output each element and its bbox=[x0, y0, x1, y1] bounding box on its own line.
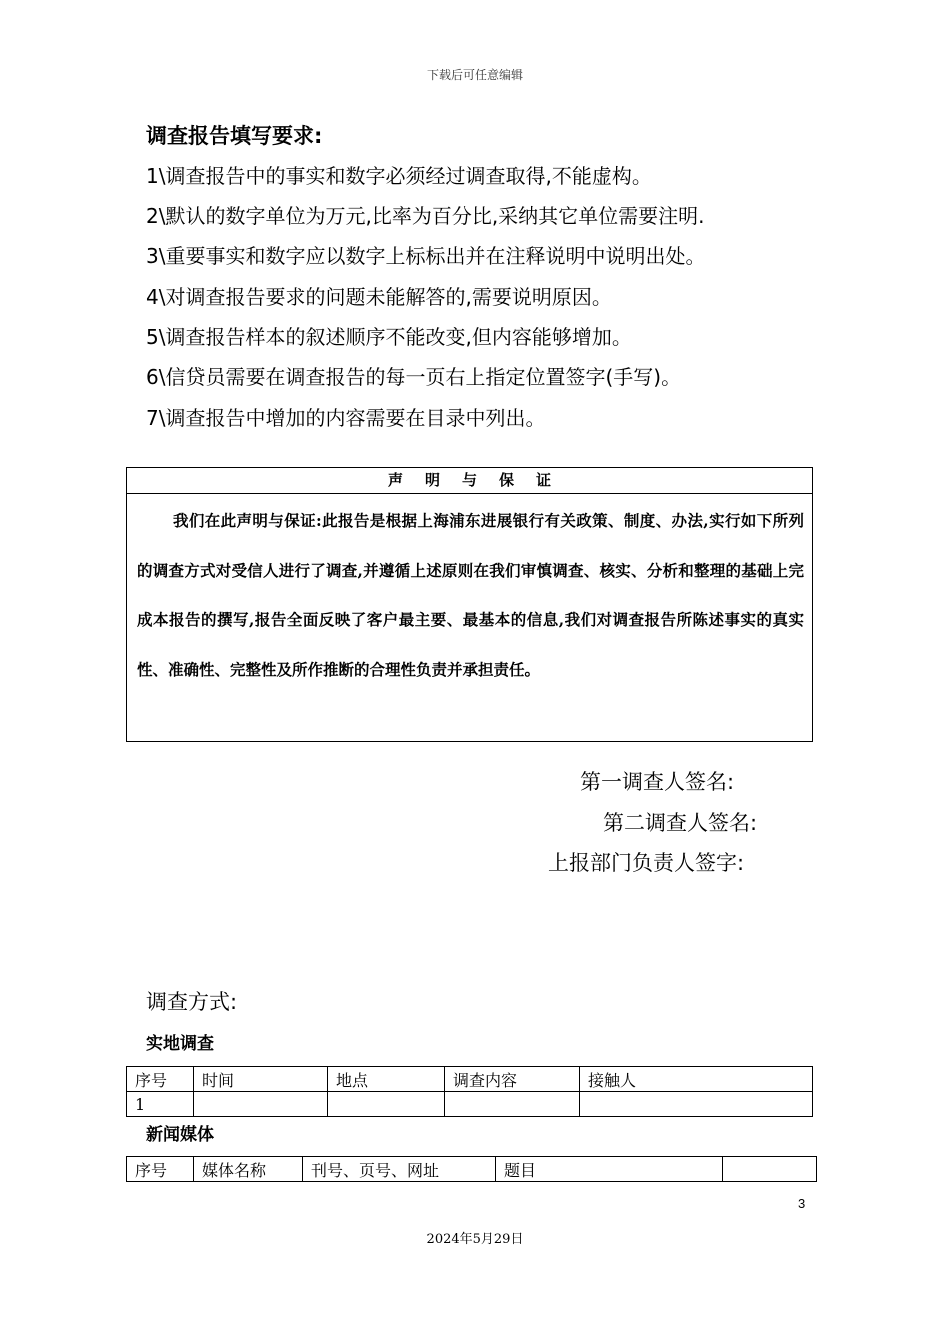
table-header-cell: 接触人 bbox=[580, 1067, 813, 1092]
table-cell[interactable] bbox=[328, 1092, 445, 1117]
table-cell[interactable] bbox=[194, 1092, 328, 1117]
table-header-cell: 题目 bbox=[496, 1157, 723, 1182]
table-header-cell: 媒体名称 bbox=[194, 1157, 303, 1182]
table-header-cell bbox=[723, 1157, 817, 1182]
declaration-body: 我们在此声明与保证:此报告是根据上海浦东进展银行有关政策、制度、办法,实行如下所列的调查方式对受信人进行了调查,并遵循上述原则在我们审慎调查、核实、分析和整理的基础上完成本报告的撰写,报告全面反映了客户最主要、最基本的信息,我们对调查报告所陈述事实的真实性、准确性、完整性及所作推断的合理性负责并承担责任。 bbox=[137, 511, 804, 679]
requirement-item: 6\信贷员需要在调查报告的每一页右上指定位置签字(手写)。 bbox=[146, 365, 682, 389]
table-header-cell: 调查内容 bbox=[445, 1067, 580, 1092]
requirements-title: 调查报告填写要求: bbox=[146, 124, 323, 148]
requirement-item: 3\重要事实和数字应以数字上标标出并在注释说明中说明出处。 bbox=[146, 244, 706, 268]
table-row bbox=[127, 1092, 813, 1117]
requirement-item: 5\调查报告样本的叙述顺序不能改变,但内容能够增加。 bbox=[146, 325, 632, 349]
footer-date: 2024年5月29日 bbox=[426, 1232, 524, 1247]
table-cell[interactable] bbox=[445, 1092, 580, 1117]
field-survey-title: 实地调查 bbox=[146, 1034, 214, 1054]
table-header-cell: 序号 bbox=[127, 1067, 194, 1092]
declaration-box bbox=[126, 467, 813, 742]
page-number: 3 bbox=[798, 1196, 806, 1211]
table-cell[interactable] bbox=[580, 1092, 813, 1117]
requirement-item: 2\默认的数字单位为万元,比率为百分比,采纳其它单位需要注明. bbox=[146, 204, 705, 228]
requirement-item: 4\对调查报告要求的问题未能解答的,需要说明原因。 bbox=[146, 285, 612, 309]
table-header-cell: 时间 bbox=[194, 1067, 328, 1092]
table-header-cell: 刊号、页号、网址 bbox=[303, 1157, 496, 1182]
header-note: 下载后可任意编辑 bbox=[426, 68, 523, 82]
department-head-signature-label: 上报部门负责人签字: bbox=[548, 851, 745, 875]
table-header-row bbox=[127, 1067, 813, 1092]
methods-title: 调查方式: bbox=[146, 990, 238, 1014]
first-investigator-signature-label: 第一调查人签名: bbox=[580, 770, 735, 794]
table-cell[interactable]: 1 bbox=[127, 1092, 194, 1117]
field-survey-table bbox=[126, 1066, 813, 1117]
table-header-row bbox=[127, 1157, 817, 1182]
table-header-cell: 地点 bbox=[328, 1067, 445, 1092]
second-investigator-signature-label: 第二调查人签名: bbox=[603, 811, 758, 835]
news-media-table bbox=[126, 1156, 817, 1182]
table-header-cell: 序号 bbox=[127, 1157, 194, 1182]
news-media-title: 新闻媒体 bbox=[146, 1125, 214, 1145]
declaration-heading: 声明与保证 bbox=[127, 468, 812, 494]
requirement-item: 1\调查报告中的事实和数字必须经过调查取得,不能虚构。 bbox=[146, 164, 652, 188]
requirement-item: 7\调查报告中增加的内容需要在目录中列出。 bbox=[146, 406, 546, 430]
